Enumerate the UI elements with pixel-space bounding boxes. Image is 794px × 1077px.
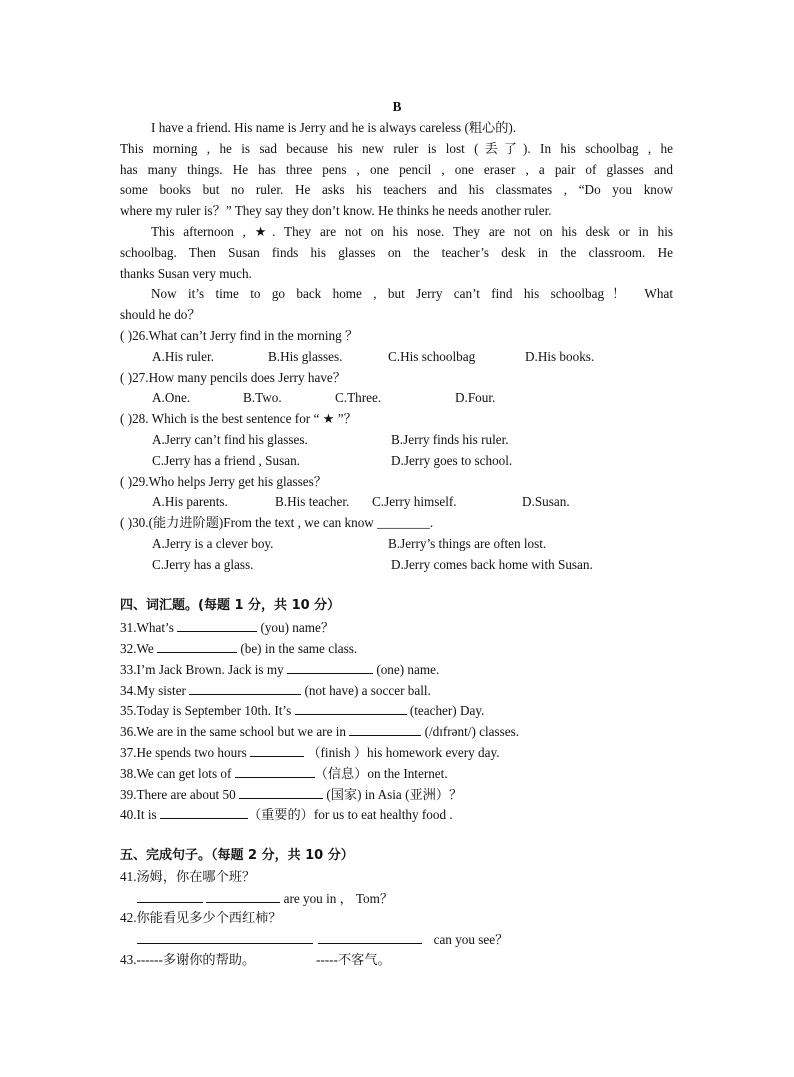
passage-line: where my ruler is？” They say they don’t know. He thinks he needs another ruler. [120,203,552,218]
answer-blank[interactable] [177,618,257,632]
vocab-prompt: 37.He spends two hours [120,745,251,760]
answer-blank[interactable] [137,889,203,903]
option-a[interactable]: A.His parents. [152,494,228,509]
question-stem: ( )30.(能力进阶题)From the text , we can know ________. [120,515,434,530]
answer-blank[interactable] [295,701,407,715]
vocab-prompt: 34.My sister [120,683,190,698]
answer-blank[interactable] [137,930,313,944]
option-b[interactable]: B.Jerry’s things are often lost. [388,536,547,551]
vocab-item [120,805,453,823]
option-a[interactable]: A.One. [152,390,191,405]
vocab-hint: （信息）on the Internet. [314,766,448,781]
passage-line: should he do？ [120,307,201,322]
vocab-item [120,743,500,761]
vocab-prompt: 39.There are about 50 [120,787,240,802]
option-c[interactable]: C.Jerry himself. [372,494,457,509]
answer-blank[interactable] [160,805,248,819]
vocab-item [120,764,448,782]
passage-line: some books but no ruler. He asks his teachers and his classmates , “Do you know [120,182,673,197]
question-cn: 41.汤姆，你在哪个班？ [120,869,256,884]
option-d[interactable]: D.Susan. [522,494,570,509]
option-d[interactable]: D.Four. [455,390,496,405]
vocab-item [120,618,334,636]
vocab-prompt: 33.I’m Jack Brown. Jack is my [120,662,288,677]
option-c[interactable]: C.Jerry has a glass. [152,557,254,572]
option-d[interactable]: D.Jerry goes to school. [391,453,513,468]
option-a[interactable]: A.Jerry can’t find his glasses. [152,432,308,447]
vocab-prompt: 38.We can get lots of [120,766,235,781]
answer-blank[interactable] [349,722,421,736]
option-b[interactable]: B.His glasses. [268,349,343,364]
option-c[interactable]: C.Jerry has a friend , Susan. [152,453,300,468]
option-d[interactable]: D.His books. [525,349,595,364]
passage-line: This afternoon , ★. They are not on his nose. They are not on his desk or in his [151,224,673,239]
passage-line: I have a friend. His name is Jerry and he is always careless (粗心的). [151,120,517,135]
section-heading: 四、词汇题。(每题 1 分，共 10 分） [120,598,341,613]
vocab-item [120,722,519,740]
vocab-prompt: 32.We [120,641,158,656]
option-b[interactable]: B.Jerry finds his ruler. [391,432,509,447]
vocab-item [120,701,484,719]
vocab-prompt: 40.It is [120,807,160,822]
vocab-prompt: 31.What’s [120,620,178,635]
question-cn: -----不客气。 [316,952,391,967]
option-a[interactable]: A.Jerry is a clever boy. [152,536,274,551]
section-title: B [392,99,402,114]
answer-blank[interactable] [318,930,422,944]
answer-blank[interactable] [189,681,301,695]
vocab-item [120,639,357,657]
section-heading: 五、完成句子。（每题 2 分，共 10 分） [120,848,354,863]
vocab-hint: (be) in the same class. [237,641,358,656]
option-b[interactable]: B.His teacher. [275,494,350,509]
vocab-hint: (国家) in Asia (亚洲）？ [323,787,463,802]
option-d[interactable]: D.Jerry comes back home with Susan. [391,557,593,572]
passage-line: This morning , he is sad because his new ruler is lost (丢了). In his schoolbag , he [120,141,673,156]
question-stem: ( )28. Which is the best sentence for “ ★ ”？ [120,411,357,426]
answer-blank[interactable] [239,785,323,799]
fill-line [137,930,508,948]
vocab-item [120,785,462,803]
fill-line [137,889,393,907]
question-stem: ( )26.What can’t Jerry find in the morning ？ [120,328,359,343]
question-stem: ( )29.Who helps Jerry get his glasses？ [120,474,327,489]
answer-blank[interactable] [157,639,237,653]
passage-line: Now it’s time to go back home , but Jerry can’t find his schoolbag！ What [151,286,673,301]
question-cn: 43.------多谢你的帮助。 [120,952,256,967]
vocab-hint: (one) name. [373,662,440,677]
vocab-hint: (not have) a soccer ball. [301,683,431,698]
passage-line: has many things. He has three pens , one pencil , one eraser , a pair of glasses and [120,162,673,177]
vocab-prompt: 36.We are in the same school but we are in [120,724,350,739]
vocab-item [120,681,431,699]
answer-blank[interactable] [250,743,304,757]
answer-blank[interactable] [287,660,373,674]
question-cn: 42.你能看见多少个西红柿？ [120,910,282,925]
answer-blank[interactable] [235,764,315,778]
sentence-text: can you see？ [433,932,509,947]
option-c[interactable]: C.Three. [335,390,382,405]
question-stem: ( )27.How many pencils does Jerry have？ [120,370,346,385]
vocab-hint: (you) name？ [257,620,335,635]
option-a[interactable]: A.His ruler. [152,349,214,364]
vocab-prompt: 35.Today is September 10th. It’s [120,703,295,718]
vocab-hint: （重要的）for us to eat healthy food . [247,807,453,822]
option-c[interactable]: C.His schoolbag [388,349,476,364]
answer-blank[interactable] [206,889,280,903]
vocab-hint: (/dɪfrənt/) classes. [421,724,520,739]
vocab-item [120,660,439,678]
option-b[interactable]: B.Two. [243,390,282,405]
sentence-text: are you in ， Tom？ [283,891,394,906]
passage-line: thanks Susan very much. [120,266,252,281]
vocab-hint: （finish ）his homework every day. [304,745,500,760]
passage-line: schoolbag. Then Susan finds his glasses on the teacher’s desk in the classroom. He [120,245,673,260]
vocab-hint: (teacher) Day. [406,703,485,718]
